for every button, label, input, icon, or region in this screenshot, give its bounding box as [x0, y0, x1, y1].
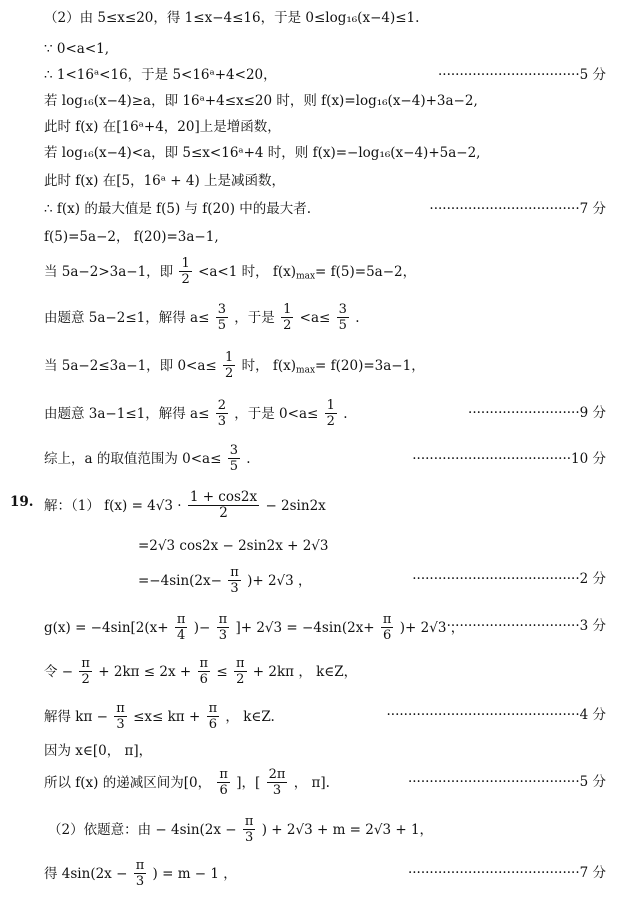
line-6: 若 log₁₆(x−4)<a，即 5≤x<16ᵃ+4 时，则 f(x)=−log₁₆(x−4)+5a−2,: [44, 145, 481, 161]
fraction-pi-2: $\frac{\pi}{2}$: [235, 656, 245, 687]
fraction-pi-6: $\frac{\pi}{6}$: [382, 612, 392, 643]
line-7: 此时 f(x) 在[5，16ᵃ + 4) 上是减函数，: [44, 173, 286, 189]
fraction-half: $\frac{1}{2}$: [181, 256, 190, 287]
fraction-pi-4: $\frac{\pi}{4}$: [176, 612, 186, 643]
line-s: 解得 kπ − $\frac{\pi}{3}$ ≤x≤ kπ + $\frac{\pi}{6}$ ， k∈Z.: [44, 701, 275, 732]
line-q1: （2）依题意：由 − 4sin(2x − $\frac{\pi}{3}$ ) + 2√3 + m = 2√3 + 1，: [48, 814, 434, 845]
line-k: 令 − $\frac{\pi}{2}$ + 2kπ ≤ 2x + $\frac{\pi}{6}$ ≤ $\frac{\pi}{2}$ + 2kπ ， k∈Z，: [44, 656, 358, 687]
fraction-pi-6: $\frac{\pi}{6}$: [219, 767, 228, 798]
line-14: 综上，a 的取值范围为 0<a≤ $\frac{3}{5}$ .: [44, 443, 251, 474]
fraction-pi-3: $\frac{\pi}{3}$: [244, 814, 254, 845]
score-7-b: ········································7 分: [407, 865, 606, 881]
fraction-two-thirds: $\frac{2}{3}$: [217, 398, 226, 429]
fraction-cos: $\frac{1 + \cos 2x}{2}$: [189, 489, 258, 521]
score-2: ·······································2 分: [412, 571, 606, 587]
line-q2: 得 4sin(2x − $\frac{\pi}{3}$ ) = m − 1 ，: [44, 858, 237, 889]
score-5-b: ········································5 分: [407, 774, 606, 790]
line-3: ∴ 1<16ᵃ<16，于是 5<16ᵃ+4<20，: [44, 67, 277, 83]
fraction-half: $\frac{1}{2}$: [225, 350, 234, 381]
line-2: ∵ 0<a<1,: [44, 41, 110, 57]
line-13: 由题意 3a−1≤1，解得 a≤ $\frac{2}{3}$ ，于是 0<a≤ $\frac{1}{2}$ .: [44, 398, 348, 429]
line-19-2: =2√3 cos2x − 2sin2x + 2√3: [138, 538, 329, 554]
line-r2: 所以 f(x) 的递减区间为[0， $\frac{\pi}{6}$ ]，[ $\frac{2\pi}{3}$ ， π].: [44, 767, 330, 798]
fraction-half: $\frac{1}{2}$: [283, 302, 292, 333]
fraction-2pi-3: $\frac{2\pi}{3}$: [268, 767, 286, 798]
fraction-half: $\frac{1}{2}$: [326, 398, 335, 429]
fraction-three-fifths: $\frac{3}{5}$: [229, 443, 238, 474]
fraction-three-fifths: $\frac{3}{5}$: [217, 302, 226, 333]
line-12: 当 5a−2≤3a−1，即 0<a≤ $\frac{1}{2}$ 时， $f(x)_{max}= f(20)=3a-1$，: [44, 350, 425, 381]
fraction-pi-3: $\frac{\pi}{3}$: [135, 858, 145, 889]
score-10: ·····································10 分: [412, 451, 606, 467]
fraction-pi-3: $\frac{\pi}{3}$: [218, 612, 228, 643]
fraction-three-fifths: $\frac{3}{5}$: [338, 302, 347, 333]
problem-number: 19.: [10, 494, 34, 510]
score-7-a: ···································7 分: [429, 201, 606, 217]
fraction-pi-6: $\frac{\pi}{6}$: [199, 656, 209, 687]
score-9: ··························9 分: [468, 405, 606, 421]
line-8: ∴ f(x) 的最大值是 f(5) 与 f(20) 中的最大者.: [44, 201, 312, 217]
line-9: f(5)=5a−2， f(20)=3a−1,: [44, 229, 219, 245]
line-r1: 因为 x∈[0， π]，: [44, 743, 153, 759]
fraction-pi-3: $\frac{\pi}{3}$: [116, 701, 125, 732]
line-19-1: 解：（1） f(x) = 4√3 · $\frac{1 + \cos 2x}{2}$ − 2sin2x: [44, 489, 326, 521]
line-11: 由题意 5a−2≤1，解得 a≤ $\frac{3}{5}$ ，于是 $\frac{1}{2}$ <a≤ $\frac{3}{5}$ .: [44, 302, 360, 333]
line-19-3: =−4sin(2x− $\frac{\pi}{3}$ )+ 2√3 ，: [138, 565, 312, 596]
fraction-pi-3: $\frac{\pi}{3}$: [230, 565, 239, 596]
score-3: ·······························3 分: [446, 618, 606, 634]
score-4: ·············································4 分: [386, 707, 606, 723]
fraction-pi-6: $\frac{\pi}{6}$: [208, 701, 218, 732]
line-g: g(x) = −4sin[2(x+ $\frac{\pi}{4}$ )− $\frac{\pi}{3}$ ]+ 2√3 = −4sin(2x+ $\frac{\pi}{6}$ )+ 2√3 ，: [44, 612, 465, 643]
line-5: 此时 f(x) 在[16ᵃ+4，20]上是增函数，: [44, 119, 281, 135]
score-5-a: ·································5 分: [438, 67, 606, 83]
line-4: 若 log₁₆(x−4)≥a，即 16ᵃ+4≤x≤20 时，则 f(x)=log₁₆(x−4)+3a−2,: [44, 93, 478, 109]
line-1: （2）由 5≤x≤20，得 1≤x−4≤16，于是 0≤log₁₆(x−4)≤1.: [44, 10, 420, 26]
fraction-pi-2: $\frac{\pi}{2}$: [81, 656, 90, 687]
line-10: 当 5a−2>3a−1，即 $\frac{1}{2}$ <a<1 时， $f(x)_{max}= f(5)=5a-2$，: [44, 256, 417, 287]
